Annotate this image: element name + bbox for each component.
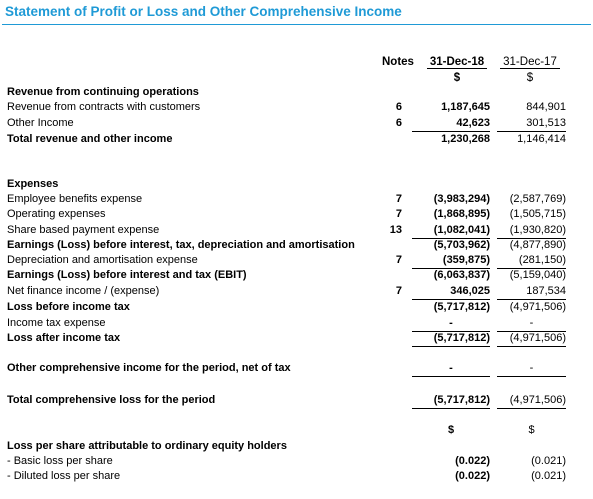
row-label: Employee benefits expense <box>7 193 143 205</box>
current-year-value: (1,082,041) <box>412 223 490 239</box>
current-year-value: (1,868,895) <box>433 208 490 220</box>
row-note: 7 <box>395 208 402 220</box>
row-note: 7 <box>395 254 402 266</box>
prior-year-currency: $ <box>526 72 534 84</box>
current-year-value: (359,875) <box>412 253 490 269</box>
row-label: Share based payment expense <box>7 224 160 236</box>
row-label: Other comprehensive income for the period, net of tax <box>7 362 291 374</box>
current-year-value: (0.022) <box>455 470 490 482</box>
prior-year-value: (0.021) <box>531 470 566 482</box>
table-row <box>0 454 593 469</box>
table-row <box>0 316 593 331</box>
row-label: - Basic loss per share <box>7 455 113 467</box>
current-year-value: (5,717,812) <box>433 301 490 313</box>
current-year-value: $ <box>447 424 455 436</box>
row-label: Income tax expense <box>7 317 106 329</box>
prior-year-value: 1,146,414 <box>517 133 566 145</box>
table-row <box>0 361 593 376</box>
total-double-underline <box>497 346 566 347</box>
current-year-value: - <box>412 361 490 377</box>
current-year-value: (5,703,962) <box>433 239 490 251</box>
table-row <box>0 207 593 222</box>
current-year-value: (6,063,837) <box>433 269 490 281</box>
row-label: Revenue from contracts with customers <box>7 101 201 113</box>
prior-year-value: - <box>497 361 566 377</box>
total-double-underline <box>412 346 490 347</box>
prior-year-value: - <box>497 316 566 332</box>
prior-year-value: $ <box>528 424 535 436</box>
current-year-value: (5,717,812) <box>412 393 490 409</box>
table-row <box>0 85 593 100</box>
row-label: Operating expenses <box>7 208 106 220</box>
statement-title: Statement of Profit or Loss and Other Comprehensive Income <box>5 4 402 19</box>
table-row <box>0 331 593 346</box>
row-label: Revenue from continuing operations <box>7 86 199 98</box>
row-label: - Diluted loss per share <box>7 470 121 482</box>
row-label: Earnings (Loss) before interest and tax (EBIT) <box>7 269 247 281</box>
table-row <box>0 393 593 408</box>
prior-year-value: (4,971,506) <box>497 331 566 347</box>
row-label: Total revenue and other income <box>7 133 173 145</box>
table-row <box>0 284 593 299</box>
row-label: Earnings (Loss) before interest, tax, depreciation and amortisation <box>7 239 355 251</box>
table-row <box>0 439 593 454</box>
prior-year-value: (1,930,820) <box>497 223 566 239</box>
row-label: Total comprehensive loss for the period <box>7 394 216 406</box>
row-label: Expenses <box>7 178 59 190</box>
prior-year-value: 301,513 <box>497 116 566 132</box>
total-double-underline <box>412 408 490 409</box>
row-note: 7 <box>395 285 402 297</box>
table-row <box>0 423 593 438</box>
row-note: 6 <box>395 117 402 129</box>
prior-year-value: (4,877,890) <box>509 239 566 251</box>
current-year-value: 1,230,268 <box>441 133 490 145</box>
current-year-currency: $ <box>453 72 461 84</box>
prior-year-value: 187,534 <box>497 284 566 300</box>
current-year-value: 1,187,645 <box>441 101 490 113</box>
table-row <box>0 469 593 484</box>
row-note: 6 <box>395 101 402 113</box>
current-year-value: (3,983,294) <box>433 193 490 205</box>
table-row <box>0 132 593 147</box>
prior-year-value: (4,971,506) <box>509 301 566 313</box>
table-row <box>0 100 593 115</box>
prior-year-value: 844,901 <box>526 101 566 113</box>
table-row <box>0 238 593 253</box>
table-row <box>0 192 593 207</box>
table-row <box>0 223 593 238</box>
title-underline <box>2 24 591 25</box>
row-label: Loss before income tax <box>7 301 130 313</box>
table-row <box>0 268 593 283</box>
current-year-value: 346,025 <box>412 284 490 300</box>
prior-year-value: (281,150) <box>497 253 566 269</box>
prior-year-value: (5,159,040) <box>509 269 566 281</box>
table-row <box>0 300 593 315</box>
table-row <box>0 177 593 192</box>
prior-year-value: (1,505,715) <box>509 208 566 220</box>
row-label: Other Income <box>7 117 74 129</box>
row-note: 13 <box>389 224 402 236</box>
row-label: Net finance income / (expense) <box>7 285 160 297</box>
current-year-value: 42,623 <box>412 116 490 132</box>
prior-year-value: (2,587,769) <box>509 193 566 205</box>
total-double-underline <box>497 408 566 409</box>
current-year-header: 31-Dec-18 <box>427 56 487 69</box>
row-note: 7 <box>395 193 402 205</box>
row-label: Loss per share attributable to ordinary equity holders <box>7 440 287 452</box>
prior-year-value: (4,971,506) <box>497 393 566 409</box>
row-label: Depreciation and amortisation expense <box>7 254 198 266</box>
current-year-value: - <box>412 316 490 332</box>
row-label: Loss after income tax <box>7 332 121 344</box>
notes-header: Notes <box>382 56 414 68</box>
current-year-value: (0.022) <box>455 455 490 467</box>
current-year-value: (5,717,812) <box>412 331 490 347</box>
prior-year-header: 31-Dec-17 <box>500 56 560 69</box>
table-row <box>0 253 593 268</box>
prior-year-value: (0.021) <box>531 455 566 467</box>
table-row <box>0 116 593 131</box>
